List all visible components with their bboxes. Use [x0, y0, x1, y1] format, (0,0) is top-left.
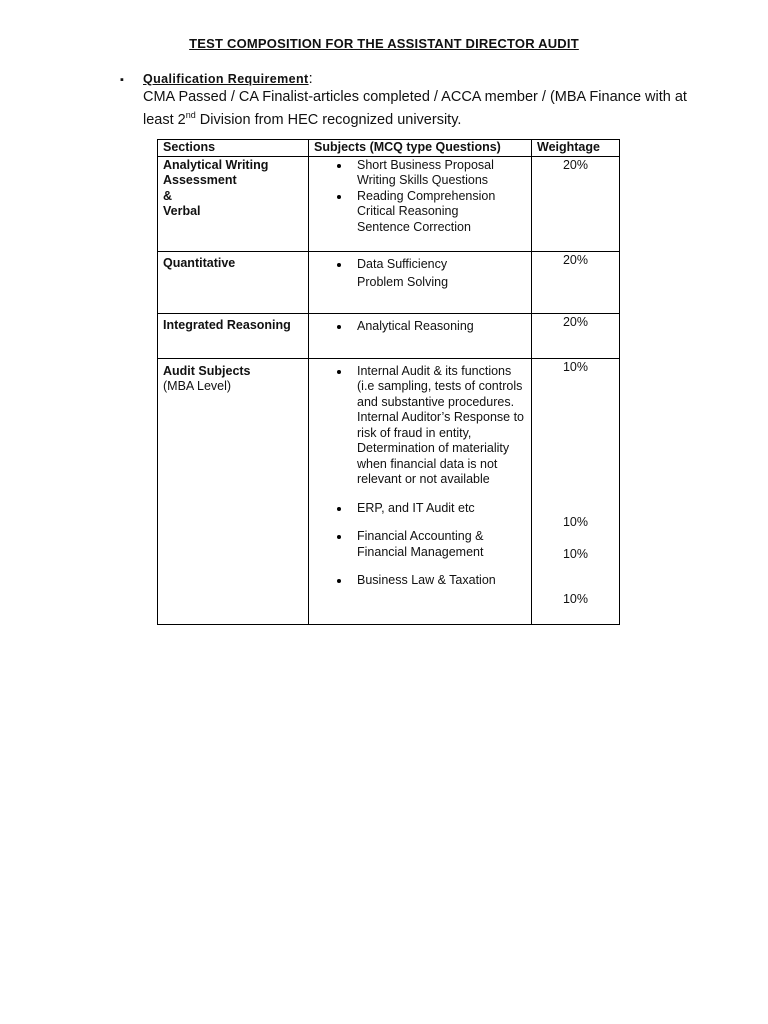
qualification-line-2 [143, 106, 700, 129]
qualification-block [120, 70, 700, 129]
weightage-value: 10% [562, 592, 589, 606]
bullet-dot-icon [337, 164, 341, 168]
subjects-cell [309, 313, 532, 358]
table-header-row [158, 140, 620, 157]
list-item [314, 173, 526, 189]
list-item [314, 364, 526, 488]
weightage-value: 10% [562, 515, 589, 529]
weightage-value: 20% [562, 252, 589, 267]
table-row [158, 358, 620, 624]
table-row [158, 251, 620, 313]
subjects-cell [309, 156, 532, 251]
section-name: Audit Subjects [163, 363, 251, 378]
subjects-cell [309, 251, 532, 313]
table-body [158, 156, 620, 624]
subjects-list [314, 319, 526, 335]
subject-text: Reading Comprehension [357, 188, 496, 203]
weightage-value: 20% [562, 157, 589, 172]
subject-text: Critical Reasoning [357, 204, 459, 218]
list-item [314, 220, 526, 236]
page-title: TEST COMPOSITION FOR THE ASSISTANT DIRECTOR AUDIT [189, 36, 579, 51]
qualification-line-2-superscript: nd [185, 110, 196, 120]
bullet-dot-icon [337, 195, 341, 199]
table-row [158, 156, 620, 251]
qualification-heading-line [120, 70, 700, 88]
list-item [314, 275, 526, 291]
subject-text: Financial Accounting & Financial Management [357, 529, 484, 559]
subject-text: ERP, and IT Audit etc [357, 500, 475, 515]
list-item [314, 501, 526, 517]
header-weightage: Weightage [532, 140, 620, 157]
section-name: Analytical Writing Assessment & Verbal [163, 157, 269, 218]
list-item [314, 204, 526, 220]
weightage-cell [532, 313, 620, 358]
qualification-line-1: CMA Passed / CA Finalist-articles completed / ACCA member / (MBA Finance with at [143, 89, 687, 105]
subject-text: Short Business Proposal [357, 157, 494, 172]
weightage-cell [532, 156, 620, 251]
weightage-value: 20% [562, 314, 589, 329]
bullet-dot-icon [337, 535, 341, 539]
section-cell [158, 251, 309, 313]
weightage-cell [532, 358, 620, 624]
section-name: Integrated Reasoning [163, 317, 291, 332]
header-subjects: Subjects (MCQ type Questions) [309, 140, 532, 157]
table-row [158, 313, 620, 358]
bullet-dot-icon [337, 370, 341, 374]
section-cell [158, 358, 309, 624]
list-item [314, 189, 526, 205]
section-cell [158, 156, 309, 251]
subject-text: Writing Skills Questions [357, 173, 489, 187]
subject-text: Analytical Reasoning [357, 318, 474, 333]
subject-text: Problem Solving [357, 275, 449, 289]
weightage-cell [532, 251, 620, 313]
subjects-list [314, 364, 526, 589]
subjects-list [314, 158, 526, 236]
bullet-dot-icon [337, 325, 341, 329]
subject-text: Sentence Correction [357, 219, 471, 234]
qualification-line-2-start: least 2 [143, 111, 186, 128]
weightage-value: 10% [562, 359, 589, 374]
list-item [314, 319, 526, 335]
section-name: Quantitative [163, 255, 236, 270]
qualification-line-2-end: Division from HEC recognized university. [195, 111, 462, 128]
square-bullet-icon: ▪ [120, 74, 124, 86]
list-item [314, 573, 526, 589]
qualification-heading-colon: : [308, 71, 313, 87]
qualification-heading: Qualification Requirement [143, 72, 309, 86]
subject-text: Business Law & Taxation [357, 573, 496, 587]
list-item [314, 529, 526, 560]
bullet-dot-icon [337, 507, 341, 511]
header-sections: Sections [158, 140, 309, 157]
section-subtitle: (MBA Level) [163, 379, 232, 393]
section-cell [158, 313, 309, 358]
list-item [314, 158, 526, 174]
bullet-dot-icon [337, 263, 341, 267]
weightage-value: 10% [562, 546, 589, 561]
subject-text: Data Sufficiency [357, 256, 448, 271]
composition-table [157, 139, 620, 625]
list-item [314, 257, 526, 273]
subjects-list [314, 257, 526, 291]
bullet-dot-icon [337, 579, 341, 583]
subjects-cell [309, 358, 532, 624]
subject-text: Internal Audit & its functions (i.e sampling, tests of controls and substantive procedures. Internal Auditor’s Response to risk of fraud in entity, Determination of materiality when financial data is not relevant or not available [357, 363, 525, 486]
